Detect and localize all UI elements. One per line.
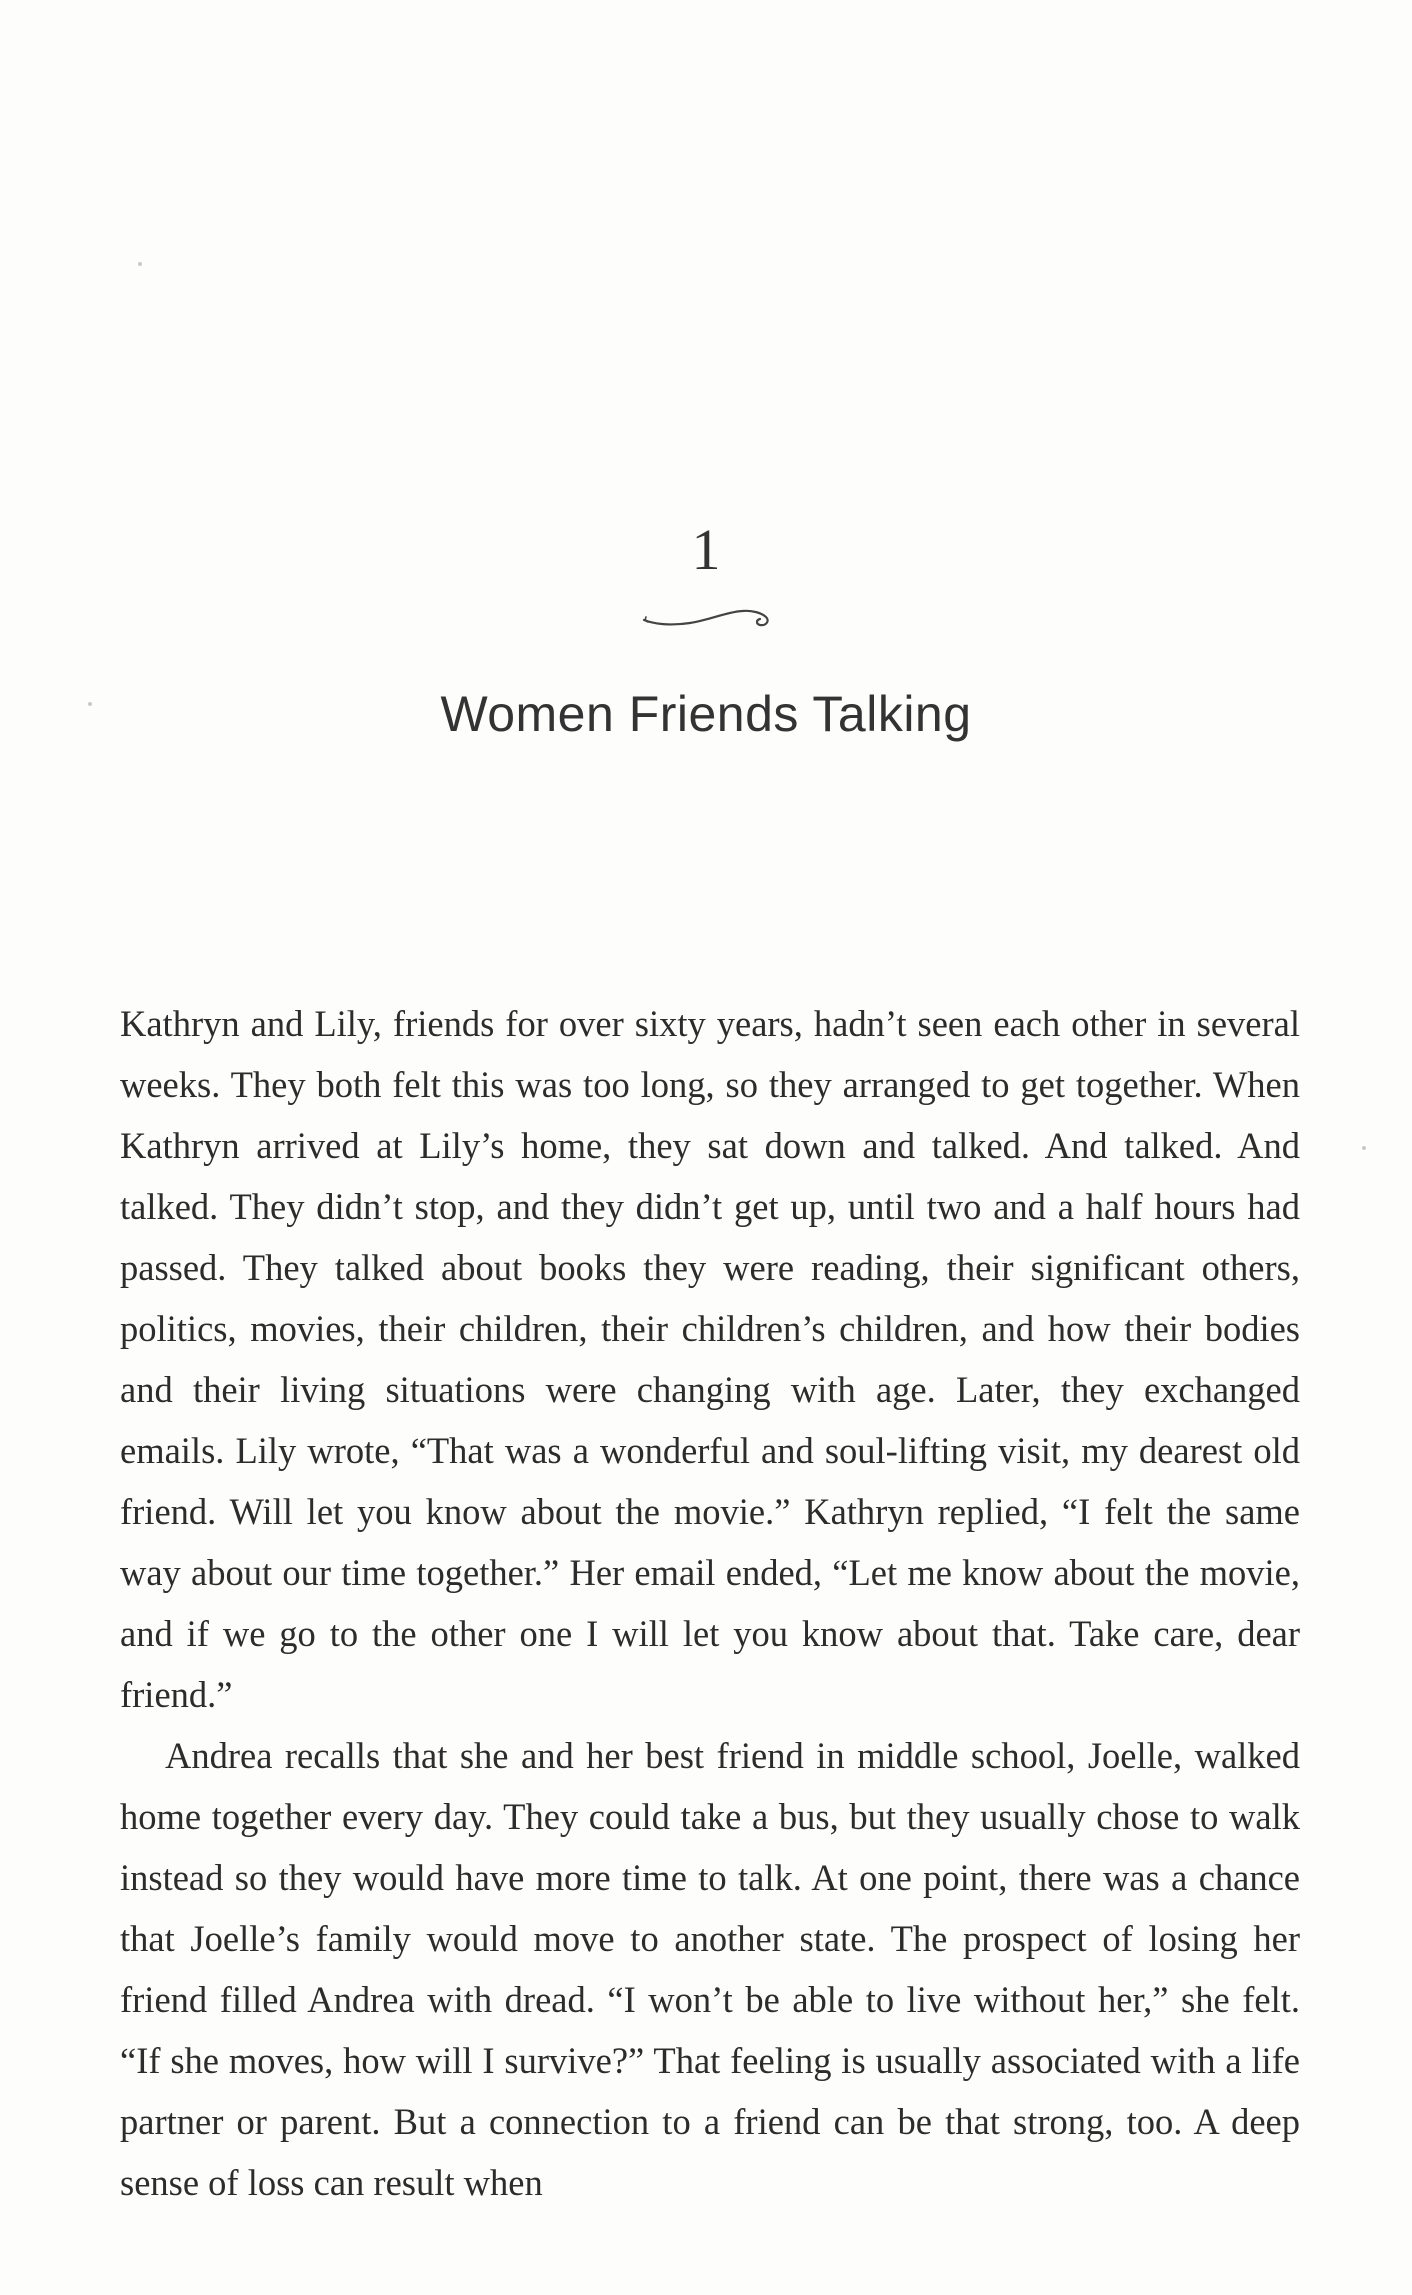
chapter-number: 1	[691, 517, 721, 582]
paragraph: Kathryn and Lily, friends for over sixty years, hadn’t seen each other in several weeks. They both felt this was too long, so they arranged to get together. When Kathryn arrived at Lily’s home, they sat down and talked. And talked. And talked. They didn’t stop, and they didn’t get up, until two and a half hours had passed. They talked about books they were reading, their significant others, politics, movies, their children, their children’s children, and how their bodies and their living situations were changing with age. Later, they exchanged emails. Lily wrote, “That was a wonderful and soul-lifting visit, my dearest old friend. Will let you know about the movie.” Kathryn replied, “I felt the same way about our time together.” Her email ended, “Let me know about the movie, and if we go to the other one I will let you know about that. Take care, dear friend.”	[120, 1003, 1300, 1715]
swash-ornament-icon	[640, 600, 780, 636]
chapter-body	[120, 993, 1300, 2213]
paragraph: Andrea recalls that she and her best friend in middle school, Joelle, walked home together every day. They could take a bus, but they usually chose to walk instead so they would have more time to talk. At one point, there was a chance that Joelle’s family would move to another state. The prospect of losing her friend filled Andrea with dread. “I won’t be able to live without her,” she felt. “If she moves, how will I survive?” That feeling is usually associated with a life partner or parent. But a connection to a friend can be that strong, too. A deep sense of loss can result when	[120, 1735, 1300, 2203]
paper-speck	[138, 262, 142, 266]
paper-speck	[1362, 1146, 1366, 1150]
chapter-title: Women Friends Talking	[440, 686, 972, 742]
